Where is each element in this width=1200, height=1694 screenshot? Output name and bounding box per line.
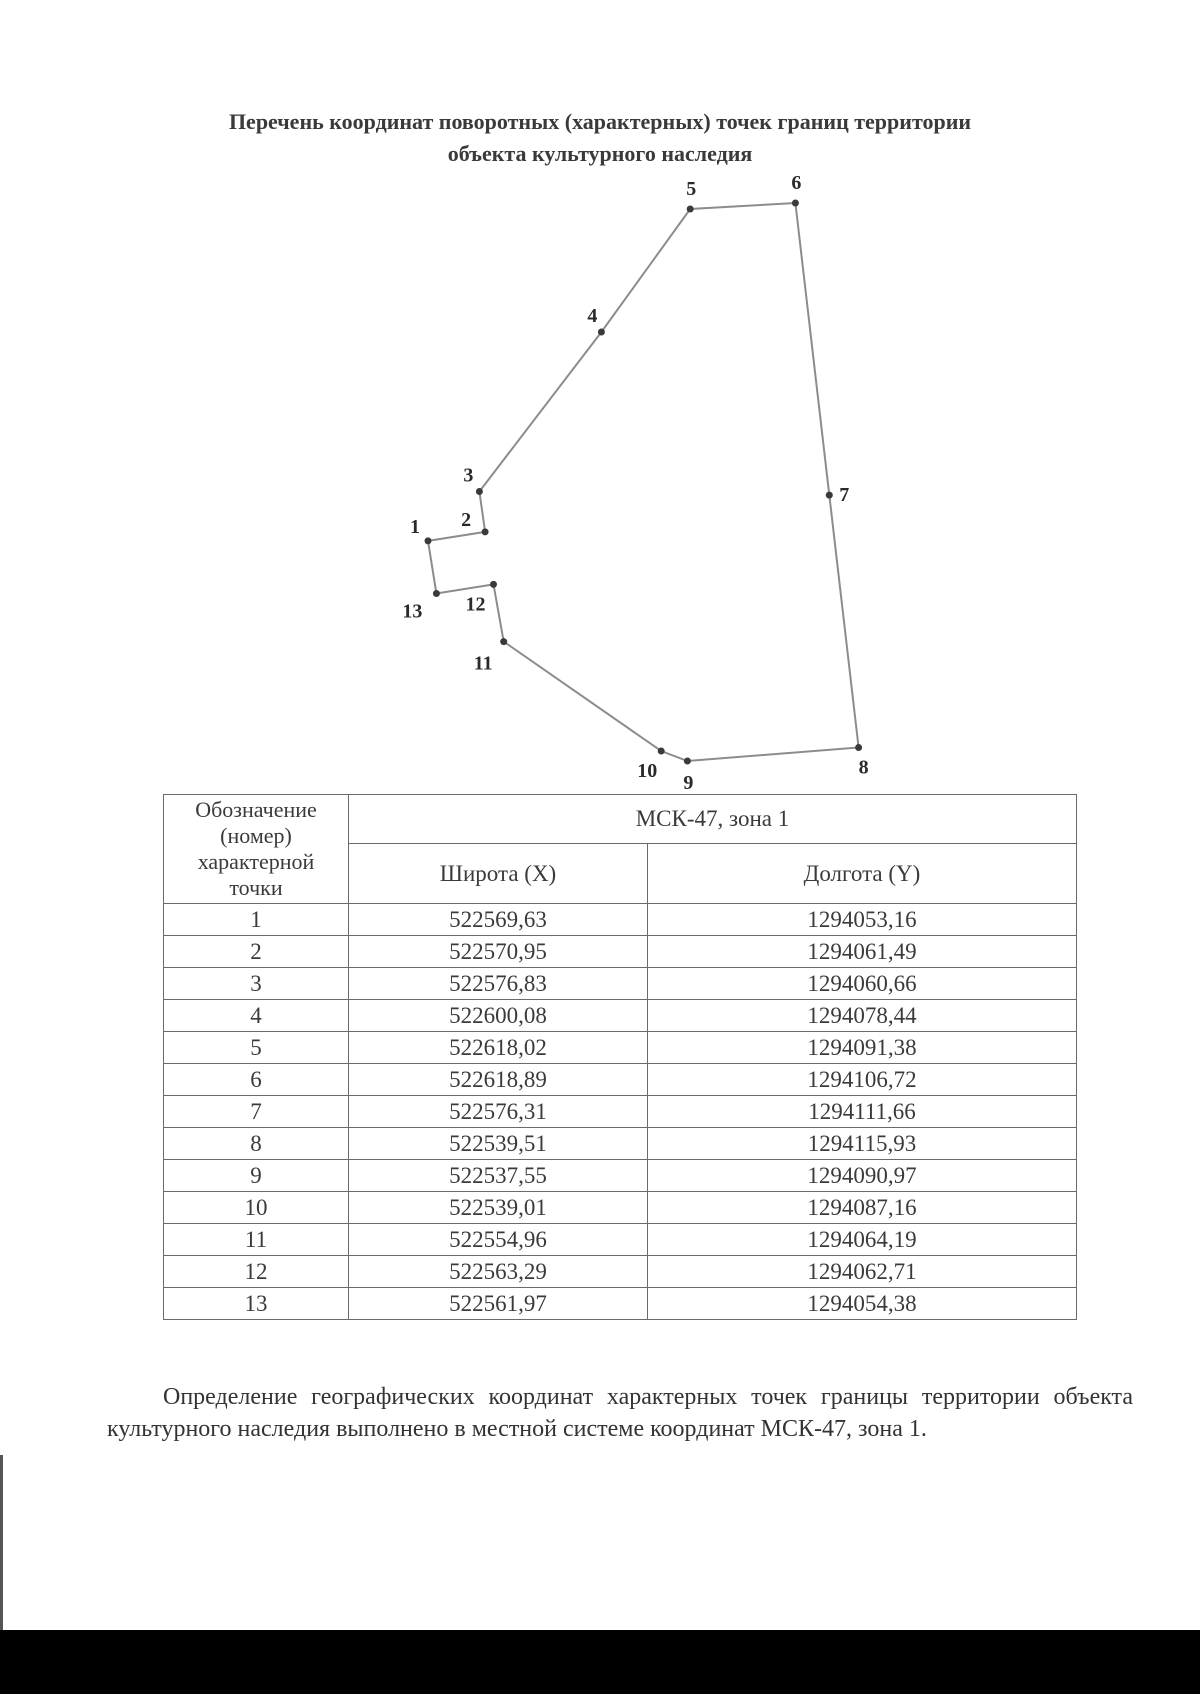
boundary-polygon xyxy=(428,203,859,761)
cell-y: 1294064,19 xyxy=(648,1224,1077,1256)
table-row xyxy=(164,1160,1077,1192)
cell-point: 5 xyxy=(164,1032,349,1064)
boundary-point-marker xyxy=(792,200,799,207)
boundary-point-label: 13 xyxy=(402,600,423,623)
cell-x: 522539,51 xyxy=(349,1128,648,1160)
column-header-point-line: Обозначение xyxy=(195,797,317,822)
cell-point: 8 xyxy=(164,1128,349,1160)
column-header-y: Долгота (Y) xyxy=(648,844,1077,904)
cell-point: 12 xyxy=(164,1256,349,1288)
cell-x: 522570,95 xyxy=(349,936,648,968)
table-row xyxy=(164,936,1077,968)
scan-bottom-band xyxy=(0,1630,1200,1694)
cell-x: 522618,02 xyxy=(349,1032,648,1064)
scan-edge-artifact xyxy=(0,1455,3,1635)
cell-x: 522576,31 xyxy=(349,1096,648,1128)
cell-x: 522569,63 xyxy=(349,904,648,936)
boundary-point-label: 4 xyxy=(587,305,598,327)
boundary-point-label: 11 xyxy=(473,652,493,675)
boundary-point-labels xyxy=(402,172,868,794)
table-row xyxy=(164,1224,1077,1256)
boundary-point-label: 8 xyxy=(858,756,869,779)
cell-y: 1294061,49 xyxy=(648,936,1077,968)
page-title-line-1: Перечень координат поворотных (характерных) точек границ территории xyxy=(228,109,972,134)
table-row xyxy=(164,1288,1077,1320)
boundary-point-label: 3 xyxy=(463,464,474,487)
cell-point: 6 xyxy=(164,1064,349,1096)
boundary-point-marker xyxy=(482,528,489,535)
cell-y: 1294053,16 xyxy=(648,904,1077,936)
table-row xyxy=(164,1096,1077,1128)
boundary-point-marker xyxy=(826,492,833,499)
cell-point: 10 xyxy=(164,1192,349,1224)
column-header-x: Широта (X) xyxy=(349,844,648,904)
boundary-point-label: 5 xyxy=(686,178,697,200)
cell-point: 2 xyxy=(164,936,349,968)
table-row xyxy=(164,1000,1077,1032)
boundary-points xyxy=(425,200,863,765)
column-header-point xyxy=(164,795,349,904)
boundary-point-marker xyxy=(684,758,691,765)
column-header-point-line: точки xyxy=(229,875,283,900)
boundary-point-label: 1 xyxy=(410,515,420,538)
boundary-point-label: 6 xyxy=(791,172,802,194)
boundary-point-marker xyxy=(687,206,694,213)
cell-x: 522576,83 xyxy=(349,968,648,1000)
cell-x: 522618,89 xyxy=(349,1064,648,1096)
cell-y: 1294078,44 xyxy=(648,1000,1077,1032)
cell-x: 522563,29 xyxy=(349,1256,648,1288)
table-row xyxy=(164,1192,1077,1224)
cell-y: 1294087,16 xyxy=(648,1192,1077,1224)
cell-point: 13 xyxy=(164,1288,349,1320)
cell-point: 1 xyxy=(164,904,349,936)
cell-y: 1294054,38 xyxy=(648,1288,1077,1320)
boundary-scheme xyxy=(0,0,1200,794)
cell-y: 1294062,71 xyxy=(648,1256,1077,1288)
cell-y: 1294060,66 xyxy=(648,968,1077,1000)
coordinate-system-header: МСК-47, зона 1 xyxy=(349,795,1077,844)
cell-y: 1294090,97 xyxy=(648,1160,1077,1192)
boundary-point-label: 9 xyxy=(683,772,694,794)
boundary-point-marker xyxy=(500,638,507,645)
table-row xyxy=(164,1256,1077,1288)
cell-x: 522554,96 xyxy=(349,1224,648,1256)
cell-point: 3 xyxy=(164,968,349,1000)
column-header-point-line: (номер) xyxy=(220,823,292,848)
table-row xyxy=(164,1032,1077,1064)
cell-y: 1294111,66 xyxy=(648,1096,1077,1128)
cell-y: 1294106,72 xyxy=(648,1064,1077,1096)
cell-x: 522537,55 xyxy=(349,1160,648,1192)
table-row xyxy=(164,968,1077,1000)
cell-y: 1294115,93 xyxy=(648,1128,1077,1160)
boundary-point-marker xyxy=(476,488,483,495)
boundary-point-marker xyxy=(855,744,862,751)
table-row xyxy=(164,1128,1077,1160)
cell-x: 522561,97 xyxy=(349,1288,648,1320)
boundary-point-label: 10 xyxy=(637,760,658,782)
cell-point: 9 xyxy=(164,1160,349,1192)
boundary-point-marker xyxy=(490,581,497,588)
cell-point: 4 xyxy=(164,1000,349,1032)
cell-point: 11 xyxy=(164,1224,349,1256)
cell-point: 7 xyxy=(164,1096,349,1128)
boundary-point-marker xyxy=(658,748,665,755)
boundary-point-marker xyxy=(598,329,605,336)
boundary-point-label: 2 xyxy=(461,508,472,531)
cell-x: 522539,01 xyxy=(349,1192,648,1224)
column-header-point-line: характерной xyxy=(197,849,315,874)
page-title-line-2: объекта культурного наследия xyxy=(447,141,753,166)
table-row xyxy=(164,904,1077,936)
cell-x: 522600,08 xyxy=(349,1000,648,1032)
boundary-point-label: 7 xyxy=(839,484,850,507)
coordinates-table xyxy=(163,794,1077,1320)
cell-y: 1294091,38 xyxy=(648,1032,1077,1064)
note-paragraph: Определение географических координат характерных точек границы территории объекта культурного наследия выполнено в местной системе координат МСК-47, зона 1. xyxy=(107,1384,1133,1442)
boundary-point-label: 12 xyxy=(465,593,486,616)
boundary-point-marker xyxy=(433,590,440,597)
boundary-point-marker xyxy=(425,537,432,544)
table-row xyxy=(164,1064,1077,1096)
